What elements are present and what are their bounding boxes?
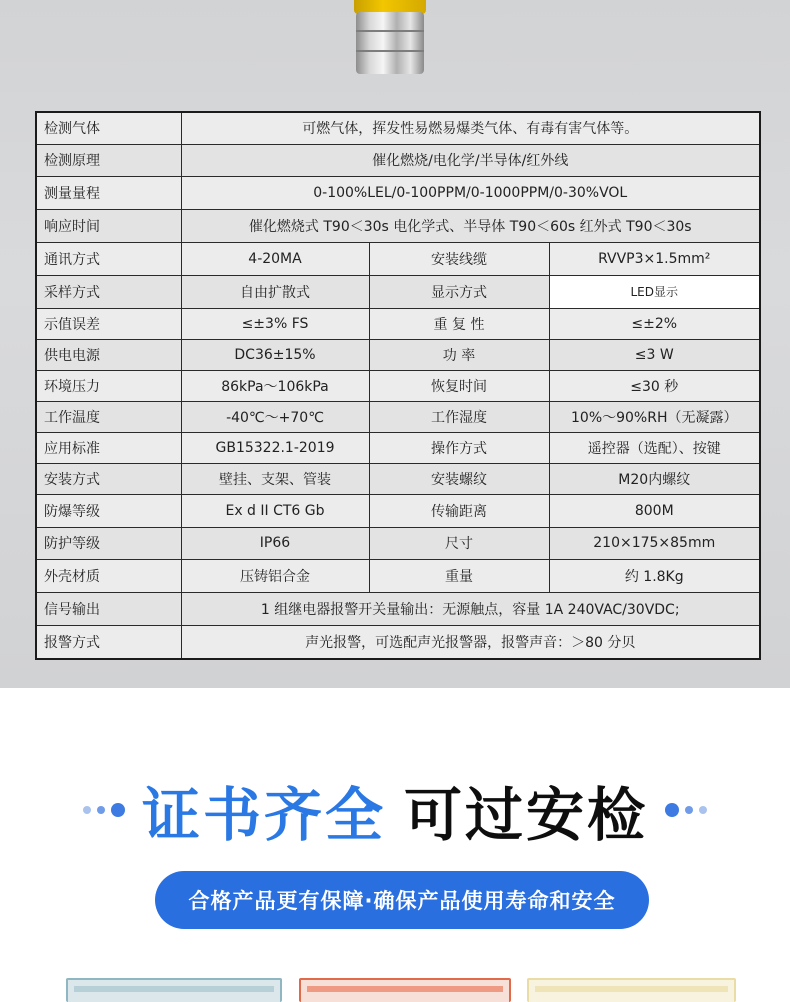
spec-value: 约 1.8Kg [549,559,760,592]
decorative-dot-icon [80,803,128,817]
spec-value: ≤30 秒 [549,370,760,401]
spec-label: 工作湿度 [369,401,549,432]
spec-value: M20内螺纹 [549,463,760,494]
certificate-image [299,978,511,1002]
spec-label: 检测原理 [36,144,181,176]
spec-value: 10%～90%RH（无凝露） [549,401,760,432]
spec-label: 测量量程 [36,176,181,209]
spec-value: 800M [549,494,760,527]
heading-black-text: 可过安检 [404,781,649,849]
spec-value: 1 组继电器报警开关量输出：无源触点，容量 1A 240VAC/30VDC; [181,592,760,625]
spec-label: 重 复 性 [369,308,549,339]
spec-label: 恢复时间 [369,370,549,401]
table-row [36,209,760,242]
spec-label: 采样方式 [36,275,181,308]
spec-value: 210×175×85mm [549,527,760,559]
spec-label: 传输距离 [369,494,549,527]
table-row [36,559,760,592]
spec-label: 功 率 [369,339,549,370]
spec-value: Ex d II CT6 Gb [181,494,369,527]
spec-value: 遥控器（选配）、按键 [549,432,760,463]
spec-label: 安装方式 [36,463,181,494]
table-row [36,625,760,659]
certificate-image [66,978,282,1002]
spec-label: 安装线缆 [369,242,549,275]
spec-value: 壁挂、支架、管装 [181,463,369,494]
spec-value: -40℃～+70℃ [181,401,369,432]
heading-blue-text: 证书齐全 [141,781,386,849]
spec-label: 示值误差 [36,308,181,339]
spec-label: 环境压力 [36,370,181,401]
spec-label: 操作方式 [369,432,549,463]
spec-label: 通讯方式 [36,242,181,275]
gas-detector-product-image [348,0,432,76]
spec-label: 应用标准 [36,432,181,463]
spec-value: IP66 [181,527,369,559]
table-row [36,432,760,463]
table-row [36,308,760,339]
spec-label: 报警方式 [36,625,181,659]
spec-label: 外壳材质 [36,559,181,592]
table-row [36,527,760,559]
certificate-image [527,978,736,1002]
spec-label: 检测气体 [36,112,181,144]
spec-value: ≤±2% [549,308,760,339]
table-row [36,275,760,308]
spec-value: ≤3 W [549,339,760,370]
spec-value: LED显示 [549,275,760,308]
spec-label: 信号输出 [36,592,181,625]
table-row [36,463,760,494]
spec-label: 供电电源 [36,339,181,370]
spec-label: 工作温度 [36,401,181,432]
decorative-dot-icon [662,803,710,817]
spec-value: 自由扩散式 [181,275,369,308]
table-row [36,242,760,275]
table-row [36,494,760,527]
table-row [36,401,760,432]
spec-value: 压铸铝合金 [181,559,369,592]
table-row [36,144,760,176]
table-row [36,339,760,370]
spec-label: 重量 [369,559,549,592]
spec-label: 防爆等级 [36,494,181,527]
section-heading [0,770,790,850]
table-row [36,176,760,209]
spec-value: 声光报警，可选配声光报警器，报警声音：＞80 分贝 [181,625,760,659]
table-row [36,592,760,625]
spec-value: 4-20MA [181,242,369,275]
subtitle-pill: 合格产品更有保障·确保产品使用寿命和安全 [155,871,649,929]
spec-value: 催化燃烧/电化学/半导体/红外线 [181,144,760,176]
spec-value: 0-100%LEL/0-100PPM/0-1000PPM/0-30%VOL [181,176,760,209]
spec-value: ≤±3% FS [181,308,369,339]
spec-value: 催化燃烧式 T90＜30s 电化学式、半导体 T90＜60s 红外式 T90＜30s [181,209,760,242]
spec-value: RVVP3×1.5mm² [549,242,760,275]
spec-label: 尺寸 [369,527,549,559]
table-row [36,112,760,144]
spec-label: 显示方式 [369,275,549,308]
spec-value: 可燃气体，挥发性易燃易爆类气体、有毒有害气体等。 [181,112,760,144]
spec-label: 响应时间 [36,209,181,242]
spec-value: DC36±15% [181,339,369,370]
table-row [36,370,760,401]
spec-value: 86kPa～106kPa [181,370,369,401]
spec-label: 安装螺纹 [369,463,549,494]
spec-value: GB15322.1-2019 [181,432,369,463]
spec-table [35,111,761,660]
spec-label: 防护等级 [36,527,181,559]
